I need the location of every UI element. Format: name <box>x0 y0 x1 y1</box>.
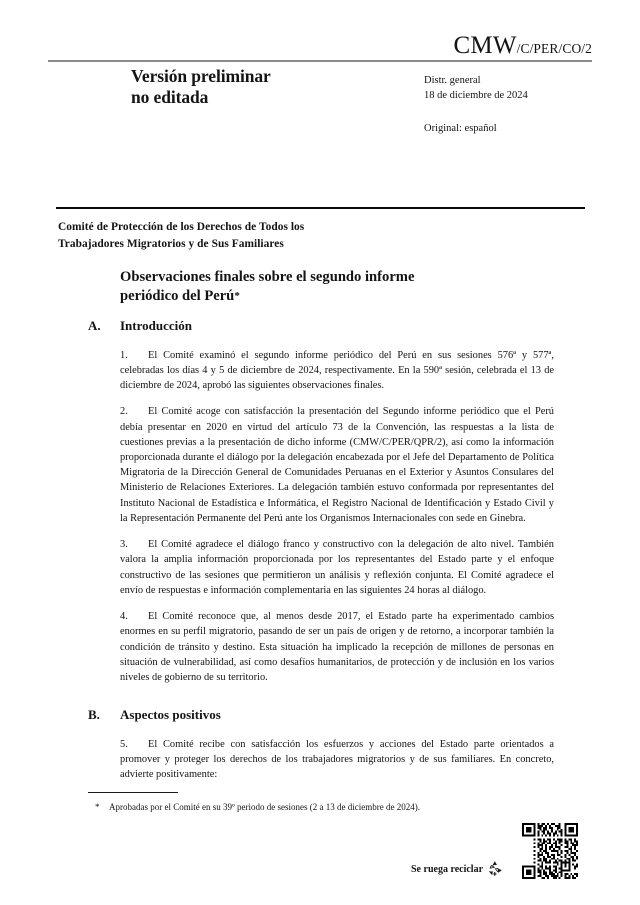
committee-name-line2: Trabajadores Migratorios y de Sus Familiares <box>58 237 284 250</box>
document-symbol-suffix: /C/PER/CO/2 <box>516 41 592 56</box>
preliminary-notice <box>131 66 271 107</box>
footnote-text: Aprobadas por el Comité en su 39º periodo de sesiones (2 a 13 de diciembre de 2024). <box>109 802 420 812</box>
preliminary-notice-line1: Versión preliminar <box>131 66 271 86</box>
section-letter-a: A. <box>88 318 101 333</box>
paragraph-text-3: El Comité agradece el diálogo franco y constructivo con la delegación de alto nivel. También valora la amplia información proporcionada por los representantes del Estado parte y el enfoque constructivo de las sesiones que permitieron un análisis y reflexión conjunta. El Comité agradece el envío de respuestas e información complementaria en las siguientes 24 horas al diálogo. <box>120 539 554 596</box>
document-symbol <box>454 33 592 58</box>
paragraph-number-1: 1. <box>120 349 128 361</box>
paragraph-number-4: 4. <box>120 611 128 623</box>
committee-divider <box>56 207 585 209</box>
footnote-separator <box>88 792 178 793</box>
document-body <box>0 318 640 794</box>
qr-code-icon <box>522 823 578 879</box>
paragraph-text-4: El Comité reconoce que, al menos desde 2017, el Estado parte ha experimentado cambios enormes en su perfil migratorio, pasando de ser un país de origen y de retorno, a incorporar también la condición de tránsito y destino. Esta situación ha implicado la recepción de millones de personas en situación de vulnerabilidad, así como desafíos humanitarios, de protección y de inclusión en los varios niveles de gobierno de su territorio. <box>120 611 554 684</box>
recycle-notice <box>411 860 503 876</box>
section-heading-introduccion <box>0 318 640 334</box>
original-language: Original: español <box>424 122 497 134</box>
footnote <box>95 801 555 814</box>
page-title-line2 <box>120 287 520 306</box>
section-title-b: Aspectos positivos <box>120 707 221 723</box>
paragraph-text-1: El Comité examinó el segundo informe periódico del Perú en sus sesiones 576ª y 577ª, celebradas los días 4 y 5 de diciembre de 2024, respectivamente. En la 590ª sesión, celebrada el 13 de diciembre de 2024, aprobó las siguientes observaciones finales. <box>120 349 554 392</box>
committee-name-line1: Comité de Protección de los Derechos de Todos los <box>58 221 305 233</box>
distribution-type: Distr. general <box>424 75 481 86</box>
section-heading-aspectos-positivos <box>0 707 640 723</box>
paragraph-2 <box>0 404 640 526</box>
page-title <box>120 268 520 307</box>
paragraph-text-2: El Comité acoge con satisfacción la presentación del Segundo informe periódico que el Perú debía presentar en 2020 en virtud del artículo 73 de la Convención, las respuestas a la lista de cuestiones previas a la presentación de dicho informe (CMW/C/PER/QPR/2), así como la información proporcionada durante el diálogo por la delegación encabezada por el Jefe del Departamento de Política Migratoria de la Dirección General de Comunidades Peruanas en el Exterior y Asuntos Consulares del Ministerio de Relaciones Exteriores. La delegación también estuvo conformada por representantes del Instituto Nacional de Estadística e Informática, el Registro Nacional de Identificación y Estado Civil y la Representación Permanente del Perú ante los Organismos Internacionales con sede en Ginebra. <box>120 406 554 524</box>
page-title-line2-text: periódico del Perú <box>120 288 235 305</box>
paragraph-text-5: El Comité recibe con satisfacción los esfuerzos y acciones del Estado parte orientados a promover y proteger los derechos de los trabajadores migratorios y de sus familiares. En concreto, advierte positivamente: <box>120 738 554 781</box>
distribution-date: 18 de diciembre de 2024 <box>424 89 528 101</box>
title-footnote-marker: * <box>234 290 240 303</box>
recycling-symbol-icon <box>487 860 503 876</box>
masthead-body <box>0 64 640 184</box>
section-letter-b: B. <box>88 707 100 723</box>
paragraph-number-3: 3. <box>120 539 128 551</box>
paragraph-1 <box>0 348 640 394</box>
paragraph-number-2: 2. <box>120 406 128 418</box>
distribution-block <box>424 74 528 137</box>
preliminary-notice-line2: no editada <box>131 86 209 107</box>
paragraph-5 <box>0 737 640 783</box>
section-title-a: Introducción <box>120 318 192 333</box>
page-title-line1: Observaciones finales sobre el segundo informe <box>120 269 415 285</box>
masthead-divider <box>48 60 592 62</box>
paragraph-4 <box>0 609 640 685</box>
recycle-notice-text: Se ruega reciclar <box>411 864 484 875</box>
committee-name <box>58 219 478 253</box>
paragraph-number-5: 5. <box>120 738 128 750</box>
document-symbol-main: CMW <box>453 32 517 59</box>
paragraph-3 <box>0 537 640 598</box>
footnote-marker: * <box>95 802 100 812</box>
